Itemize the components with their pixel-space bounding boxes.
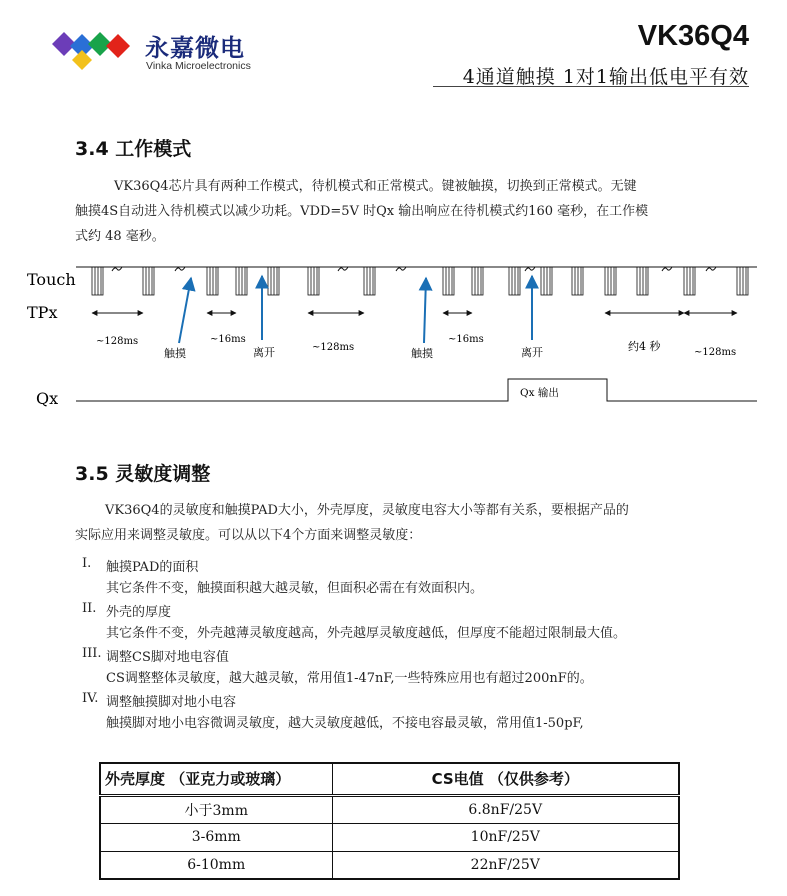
pulse <box>207 267 218 295</box>
table-header-row <box>100 763 679 795</box>
list-item-number: II. <box>82 601 97 616</box>
list-item <box>82 601 742 646</box>
pulse <box>143 267 154 295</box>
interval-label: ~128ms <box>96 336 139 347</box>
pulse <box>472 267 483 295</box>
chip-description: 4通道触摸 1对1输出低电平有效 <box>462 66 749 88</box>
pulse <box>308 267 319 295</box>
pulse <box>637 267 648 295</box>
pulse <box>236 267 247 295</box>
sensitivity-list <box>82 556 742 736</box>
tpx-label: TPx <box>27 303 58 322</box>
para-line: VK36Q4芯片具有两种工作模式，待机模式和正常模式。键被触摸，切换到正常模式。无键 <box>114 179 637 194</box>
event-arrows <box>179 276 532 343</box>
list-item <box>82 556 742 601</box>
pulse <box>509 267 520 295</box>
para-line: 式约 48 毫秒。 <box>75 229 165 244</box>
list-item <box>82 691 742 736</box>
list-item-number: I. <box>82 556 92 571</box>
qx-label: Qx <box>36 389 59 408</box>
list-item-number: IV. <box>82 691 99 706</box>
list-item-title: 调整CS脚对地电容值 <box>106 650 229 665</box>
table-cell: 6-10mm <box>100 851 332 879</box>
table-row <box>100 851 679 879</box>
pulse <box>684 267 695 295</box>
cs-value-table <box>99 762 680 880</box>
pulse <box>443 267 454 295</box>
table-row <box>100 795 679 823</box>
table-cell: 10nF/25V <box>332 823 679 851</box>
section-3-4-title: 3.4 工作模式 <box>75 138 192 160</box>
break-marks <box>112 267 716 271</box>
list-item-desc: 其它条件不变，触摸面积越大越灵敏，但面积必需在有效面积内。 <box>106 581 484 596</box>
header-divider <box>433 86 749 87</box>
qx-output-label: Qx 输出 <box>520 387 559 399</box>
interval-label: ~16ms <box>210 334 246 345</box>
section-3-5-paragraph <box>75 498 725 548</box>
list-item-number: III. <box>82 646 102 661</box>
qx-waveform <box>76 379 757 401</box>
table-header-thickness: 外壳厚度 （亚克力或玻璃） <box>100 763 332 795</box>
timing-diagram <box>0 255 787 415</box>
para-line: VK36Q4的灵敏度和触摸PAD大小，外壳厚度，灵敏度电容大小等都有关系，要根据产品的 <box>105 503 629 518</box>
pulse <box>541 267 552 295</box>
logo-diamonds-icon <box>50 28 142 74</box>
chip-name: VK36Q4 <box>637 20 749 52</box>
list-item-title: 调整触摸脚对地小电容 <box>106 695 237 710</box>
pulse <box>364 267 375 295</box>
interval-label: ~128ms <box>694 347 737 358</box>
touch-event-label: 触摸 <box>164 347 186 360</box>
para-line: 触摸4S自动进入待机模式以减少功耗。VDD=5V 时Qx 输出响应在待机模式约160 毫秒，在工作模 <box>75 204 649 219</box>
section-3-4-paragraph <box>75 174 725 249</box>
list-item <box>82 646 742 691</box>
logo-text-en: Vinka Microelectronics <box>146 60 251 72</box>
touch-label: Touch <box>27 270 76 289</box>
pulse <box>605 267 616 295</box>
company-logo <box>50 26 260 78</box>
table-cell: 3-6mm <box>100 823 332 851</box>
table-row <box>100 823 679 851</box>
table-header-cs: CS电值 （仅供参考） <box>332 763 679 795</box>
logo-text-cn: 永嘉微电 <box>145 34 245 62</box>
pulse <box>572 267 583 295</box>
list-item-desc: CS调整整体灵敏度，越大越灵敏，常用值1-47nF,一些特殊应用也有超过200nF的。 <box>106 671 593 686</box>
release-event-label: 离开 <box>521 346 543 359</box>
pulse <box>737 267 748 295</box>
release-event-label: 离开 <box>253 346 275 359</box>
list-item-desc: 触摸脚对地小电容微调灵敏度，越大灵敏度越低，不接电容最灵敏，常用值1-50pF, <box>106 716 584 731</box>
interval-label: ~128ms <box>312 342 355 353</box>
table-cell: 小于3mm <box>100 795 332 823</box>
para-line: 实际应用来调整灵敏度。可以从以下4个方面来调整灵敏度： <box>75 528 422 543</box>
table-cell: 6.8nF/25V <box>332 795 679 823</box>
pulse <box>268 267 279 295</box>
touch-event-label: 触摸 <box>411 347 433 360</box>
section-3-5-title: 3.5 灵敏度调整 <box>75 463 211 485</box>
interval-label: ~16ms <box>448 334 484 345</box>
pulse <box>92 267 103 295</box>
table-cell: 22nF/25V <box>332 851 679 879</box>
list-item-title: 外壳的厚度 <box>106 605 172 620</box>
list-item-title: 触摸PAD的面积 <box>106 560 199 575</box>
interval-label: 约4 秒 <box>628 340 661 353</box>
list-item-desc: 其它条件不变，外壳越薄灵敏度越高，外壳越厚灵敏度越低，但厚度不能超过限制最大值。 <box>106 626 627 641</box>
